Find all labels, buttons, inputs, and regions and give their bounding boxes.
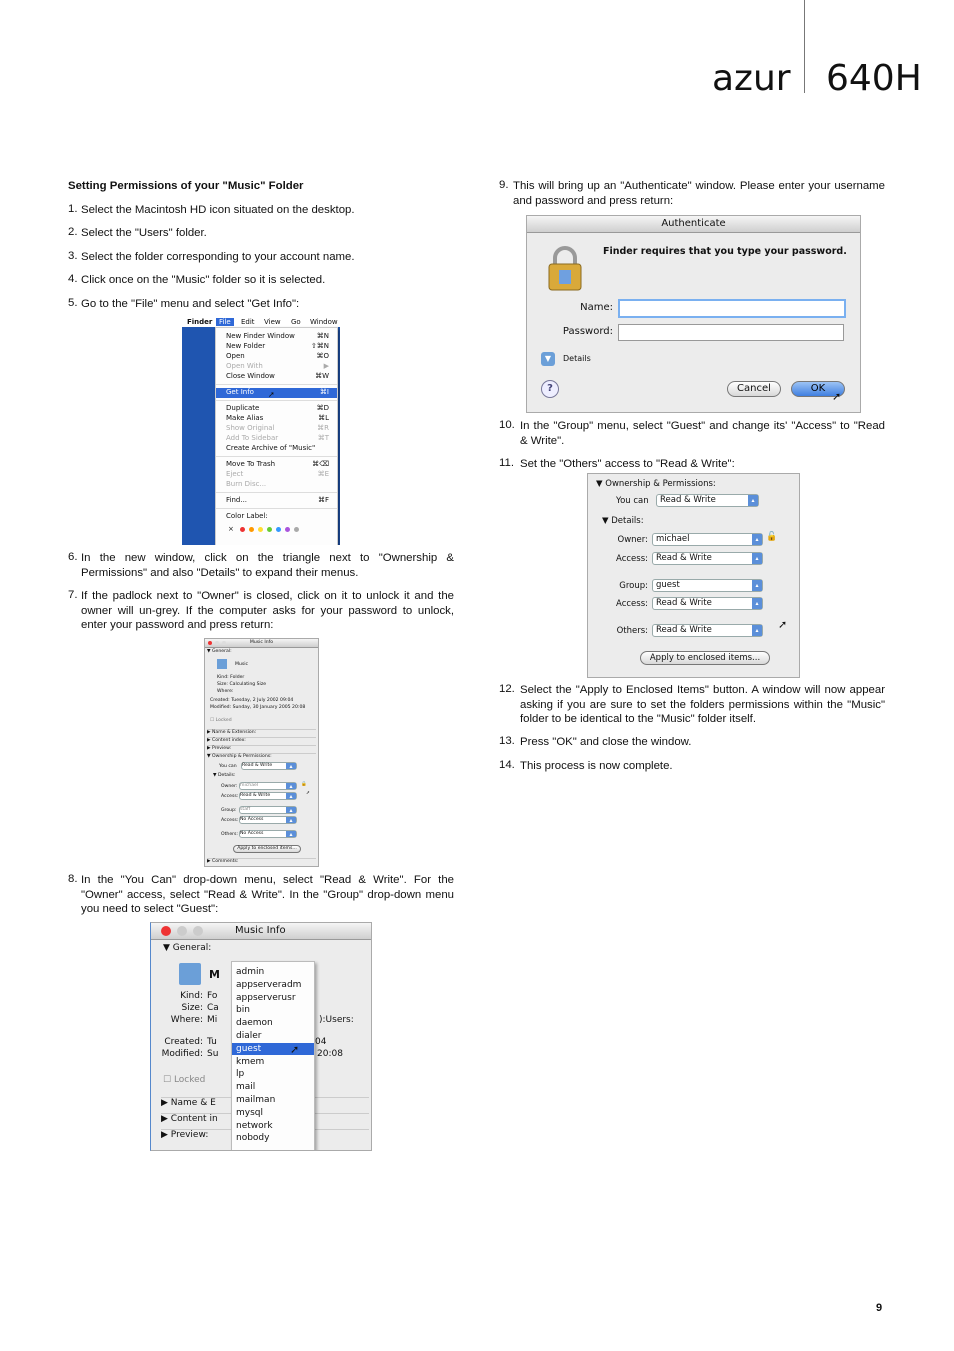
section-content-index[interactable]: ▶ Content index: bbox=[207, 737, 316, 743]
color-label-swatch[interactable] bbox=[285, 527, 290, 532]
permissions-panel bbox=[587, 473, 800, 678]
menu-go[interactable]: Go bbox=[291, 318, 301, 326]
menu-item: Open With ▶ bbox=[226, 362, 329, 370]
apply-to-enclosed-button[interactable]: Apply to enclosed items... bbox=[640, 651, 770, 665]
name-field[interactable] bbox=[618, 299, 846, 318]
apply-to-enclosed-button[interactable]: Apply to enclosed items... bbox=[233, 845, 301, 853]
where-value: Where: bbox=[217, 689, 234, 694]
help-icon[interactable]: ? bbox=[541, 380, 559, 398]
group-option[interactable]: network bbox=[236, 1120, 273, 1131]
owner-access-select[interactable]: Read & Write ▴ bbox=[652, 552, 763, 565]
music-folder-icon bbox=[217, 659, 227, 669]
locked-checkbox[interactable]: ☐ Locked bbox=[210, 718, 232, 723]
group-option[interactable]: appserverusr bbox=[236, 992, 296, 1003]
step-number: 3. bbox=[68, 250, 78, 262]
step-number: 14. bbox=[499, 759, 515, 771]
others-label: Others: bbox=[221, 832, 238, 837]
menu-item[interactable]: Create Archive of "Music" bbox=[226, 444, 316, 452]
close-button[interactable] bbox=[161, 926, 171, 936]
menu-item[interactable]: Duplicate ⌘D bbox=[226, 404, 329, 412]
step-number: 5. bbox=[68, 297, 78, 309]
minimize-button[interactable] bbox=[177, 926, 187, 936]
created-value: Created: Tuesday, 2 July 2002 09:04 bbox=[210, 698, 294, 703]
ownership-section[interactable]: ▼ Ownership & Permissions: bbox=[596, 479, 716, 489]
kind-label: Kind: bbox=[180, 991, 203, 1001]
group-option[interactable]: dialer bbox=[236, 1031, 262, 1041]
details-label: Details bbox=[563, 354, 591, 363]
others-access-select[interactable]: Read & Write ▴ bbox=[652, 624, 763, 637]
folder-name-partial: M bbox=[209, 968, 220, 981]
padlock-icon bbox=[545, 244, 585, 292]
step-text: This process is now complete. bbox=[520, 760, 673, 772]
general-section[interactable]: ▼ General: bbox=[163, 943, 212, 953]
cancel-button[interactable]: Cancel bbox=[727, 381, 781, 397]
owner-access-label: Access: bbox=[221, 794, 239, 799]
menu-item[interactable]: Close Window ⌘W bbox=[226, 372, 329, 380]
group-option[interactable]: mysql bbox=[236, 1107, 263, 1118]
step-number: 4. bbox=[68, 273, 78, 285]
step-text: Set the "Others" access to "Read & Write": bbox=[520, 458, 735, 470]
owner-access-label: Access: bbox=[616, 554, 648, 564]
step-text: In the new window, click on the triangle next to "Ownership & Permissions" and also "Details" to expand their menus. bbox=[81, 552, 454, 579]
modified-label: Modified: bbox=[161, 1049, 203, 1059]
padlock-icon[interactable]: 🔒 bbox=[301, 782, 307, 787]
finder-menu-screenshot bbox=[182, 318, 340, 545]
ok-button[interactable]: OK bbox=[791, 381, 845, 397]
password-field[interactable] bbox=[618, 324, 844, 341]
created-value-tail: 04 bbox=[315, 1037, 327, 1047]
step-text: Go to the "File" menu and select "Get Info": bbox=[81, 298, 300, 310]
music-info-window-small bbox=[204, 638, 319, 867]
group-option[interactable]: admin bbox=[236, 967, 265, 977]
section-preview[interactable]: ▶ Preview: bbox=[207, 745, 316, 751]
group-select[interactable]: guest ▴ bbox=[652, 579, 763, 592]
color-label-swatch[interactable] bbox=[249, 527, 254, 532]
menu-separator bbox=[216, 400, 337, 401]
group-option[interactable]: appserveradm bbox=[236, 979, 302, 990]
menu-window[interactable]: Window bbox=[310, 318, 338, 326]
menu-item-color-label: Color Label: bbox=[226, 512, 268, 520]
music-info-group-dropdown-screenshot bbox=[150, 922, 372, 1151]
menu-item[interactable]: New Finder Window ⌘N bbox=[226, 332, 329, 340]
header-divider bbox=[804, 0, 805, 93]
you-can-label: You can bbox=[616, 496, 649, 506]
cursor-icon: ➚ bbox=[268, 390, 275, 399]
owner-select[interactable]: michael ▴ bbox=[239, 782, 297, 790]
step-text: In the "Group" menu, select "Guest" and change its' "Access" to "Read & Write". bbox=[520, 420, 885, 447]
step-number: 11. bbox=[499, 457, 514, 469]
step-number: 7. bbox=[68, 589, 78, 601]
group-option[interactable]: kmem bbox=[236, 1056, 265, 1067]
step-text: Select the "Users" folder. bbox=[81, 227, 207, 239]
folder-name: Music bbox=[235, 662, 249, 667]
dialog-title: Authenticate bbox=[661, 218, 726, 229]
close-icon[interactable]: × bbox=[228, 525, 234, 533]
menu-finder[interactable]: Finder bbox=[187, 318, 213, 326]
window-title: Music Info bbox=[249, 640, 274, 645]
music-folder-icon bbox=[179, 963, 201, 985]
group-label: Group: bbox=[619, 581, 648, 591]
group-label: Group: bbox=[221, 808, 237, 813]
group-option[interactable]: lp bbox=[236, 1069, 245, 1080]
cursor-icon: ➚ bbox=[306, 791, 310, 796]
group-option[interactable]: mail bbox=[236, 1082, 256, 1093]
step-number: 8. bbox=[68, 873, 78, 885]
owner-select[interactable]: michael ▴ bbox=[652, 533, 763, 546]
password-label: Password: bbox=[562, 326, 613, 337]
owner-access-select[interactable]: Read & Write ▴ bbox=[239, 792, 297, 800]
general-section[interactable]: ▼ General: bbox=[207, 649, 232, 654]
kind-value: Kind: Folder bbox=[217, 675, 245, 680]
you-can-select[interactable]: Read & Write ▴ bbox=[241, 762, 297, 770]
section-name-extension[interactable]: ▶ Name & E bbox=[161, 1097, 369, 1108]
size-value: Size: Calculating Size bbox=[217, 682, 267, 687]
menu-file[interactable]: File bbox=[216, 318, 234, 326]
menu-view[interactable]: View bbox=[264, 318, 281, 326]
group-access-label: Access: bbox=[616, 599, 648, 609]
size-label: Size: bbox=[181, 1003, 203, 1013]
close-button[interactable] bbox=[208, 641, 212, 645]
kind-value: Fo bbox=[207, 991, 218, 1001]
where-value: Mi bbox=[207, 1015, 218, 1025]
step-text: In the "You Can" drop-down menu, select "Read & Write". For the "Owner" access, select "Read & Write". In the "Group" drop-down menu you need to select "Guest": bbox=[81, 874, 454, 915]
group-option[interactable]: bin bbox=[236, 1005, 250, 1016]
group-dropdown-list[interactable] bbox=[231, 961, 315, 1151]
step-number: 9. bbox=[499, 179, 509, 191]
step-number: 1. bbox=[68, 203, 78, 215]
group-option[interactable]: guest bbox=[232, 1043, 314, 1055]
step-text: Select the folder corresponding to your account name. bbox=[81, 251, 355, 263]
step-number: 6. bbox=[68, 551, 78, 563]
modified-value: Modified: Sunday, 30 January 2005 20:08 bbox=[210, 705, 306, 710]
step-number: 13. bbox=[499, 735, 515, 747]
zoom-button[interactable] bbox=[193, 926, 203, 936]
menu-separator bbox=[216, 508, 337, 509]
step-number: 12. bbox=[499, 683, 515, 695]
color-label-swatch[interactable] bbox=[240, 527, 245, 532]
step-text: If the padlock next to "Owner" is closed, click on it to unlock it and the owner will un-grey. If the computer asks for your password to unlock, enter your password and press return: bbox=[81, 590, 454, 631]
step-text: Click once on the "Music" folder so it is selected. bbox=[81, 274, 326, 286]
details-section[interactable]: ▼ Details: bbox=[602, 516, 644, 526]
color-label-swatch[interactable] bbox=[294, 527, 299, 532]
step-number: 2. bbox=[68, 226, 78, 238]
you-can-select[interactable]: Read & Write ▴ bbox=[656, 494, 759, 507]
created-value: Tu bbox=[207, 1037, 217, 1047]
menu-item[interactable]: Open ⌘O bbox=[226, 352, 329, 360]
menu-edit[interactable]: Edit bbox=[241, 318, 255, 326]
menu-separator bbox=[216, 456, 337, 457]
window-title: Music Info bbox=[235, 925, 286, 936]
size-value: Ca bbox=[207, 1003, 219, 1013]
minimize-button[interactable] bbox=[215, 641, 219, 645]
created-label: Created: bbox=[164, 1037, 203, 1047]
menu-separator bbox=[216, 384, 337, 385]
menu-item[interactable]: New Folder ⇧⌘N bbox=[226, 342, 329, 350]
group-access-select[interactable]: No Access ▴ bbox=[239, 816, 297, 824]
others-label: Others: bbox=[616, 626, 648, 636]
brand-name: azur bbox=[712, 58, 791, 99]
menu-item: Add To Sidebar ⌘T bbox=[226, 434, 329, 442]
cursor-icon: ➚ bbox=[290, 1042, 300, 1056]
group-option[interactable]: mailman bbox=[236, 1095, 276, 1105]
file-menu bbox=[215, 327, 338, 545]
menu-item[interactable]: Find... ⌘F bbox=[226, 496, 329, 504]
dialog-message: Finder requires that you type your password. bbox=[603, 246, 847, 257]
group-select[interactable]: staff ▴ bbox=[239, 806, 297, 814]
color-label-swatch[interactable] bbox=[276, 527, 281, 532]
step-text: Select the "Apply to Enclosed Items" button. A window will now appear asking if you are sure to set the folders permissions within the "Music" folder to be identical to the "Music" folder itself. bbox=[520, 684, 885, 725]
window-titlebar bbox=[205, 639, 318, 648]
color-label-swatch[interactable] bbox=[267, 527, 272, 532]
others-access-select[interactable]: No Access ▴ bbox=[239, 830, 297, 838]
section-ownership[interactable]: ▼ Ownership & Permissions: bbox=[207, 753, 316, 759]
step-text: This will bring up an "Authenticate" window. Please enter your username and password and press return: bbox=[513, 180, 885, 207]
owner-label: Owner: bbox=[617, 535, 648, 545]
cursor-icon: ➚ bbox=[778, 618, 788, 631]
section-heading: Setting Permissions of your "Music" Folder bbox=[68, 180, 304, 192]
zoom-button[interactable] bbox=[222, 641, 226, 645]
cursor-icon: ➚ bbox=[832, 390, 842, 403]
menu-item: Show Original ⌘R bbox=[226, 424, 329, 432]
menu-item-get-info[interactable]: Get Info ⌘I bbox=[216, 388, 337, 398]
window-titlebar bbox=[151, 923, 371, 940]
color-label-swatch[interactable] bbox=[258, 527, 263, 532]
details-section[interactable]: ▼ Details: bbox=[213, 773, 236, 778]
section-preview[interactable]: ▶ Preview: bbox=[161, 1129, 369, 1140]
name-label: Name: bbox=[580, 302, 613, 313]
step-number: 10. bbox=[499, 419, 515, 431]
menu-item[interactable]: Make Alias ⌘L bbox=[226, 414, 329, 422]
group-option[interactable]: daemon bbox=[236, 1018, 273, 1029]
group-option[interactable]: nobody bbox=[236, 1133, 270, 1144]
menu-item: Eject ⌘E bbox=[226, 470, 329, 478]
menu-item: Burn Disc... bbox=[226, 480, 267, 488]
section-comments[interactable]: ▶ Comments: bbox=[207, 858, 316, 864]
you-can-label: You can bbox=[219, 764, 237, 769]
menubar bbox=[182, 318, 340, 327]
menu-separator bbox=[216, 492, 337, 493]
step-text: Press "OK" and close the window. bbox=[520, 736, 692, 748]
section-content-index[interactable]: ▶ Content in bbox=[161, 1113, 369, 1124]
section-name-extension[interactable]: ▶ Name & Extension: bbox=[207, 729, 316, 735]
authenticate-dialog bbox=[526, 215, 861, 413]
model-name: 640H bbox=[826, 58, 922, 99]
where-value-tail: ):Users: bbox=[319, 1015, 354, 1025]
dialog-titlebar bbox=[527, 216, 860, 233]
locked-checkbox[interactable]: ☐ Locked bbox=[163, 1075, 206, 1085]
page-number: 9 bbox=[876, 1302, 883, 1314]
modified-value: Su bbox=[207, 1049, 219, 1059]
owner-label: Owner: bbox=[221, 784, 238, 789]
modified-value-tail: 20:08 bbox=[317, 1049, 343, 1059]
padlock-unlocked-icon[interactable]: 🔓 bbox=[766, 532, 778, 542]
group-access-label: Access: bbox=[221, 818, 239, 823]
details-disclosure[interactable]: ▼ bbox=[541, 352, 555, 366]
group-access-select[interactable]: Read & Write ▴ bbox=[652, 597, 763, 610]
menu-item[interactable]: Move To Trash ⌘⌫ bbox=[226, 460, 329, 468]
step-text: Select the Macintosh HD icon situated on the desktop. bbox=[81, 204, 355, 216]
where-label: Where: bbox=[170, 1015, 203, 1025]
